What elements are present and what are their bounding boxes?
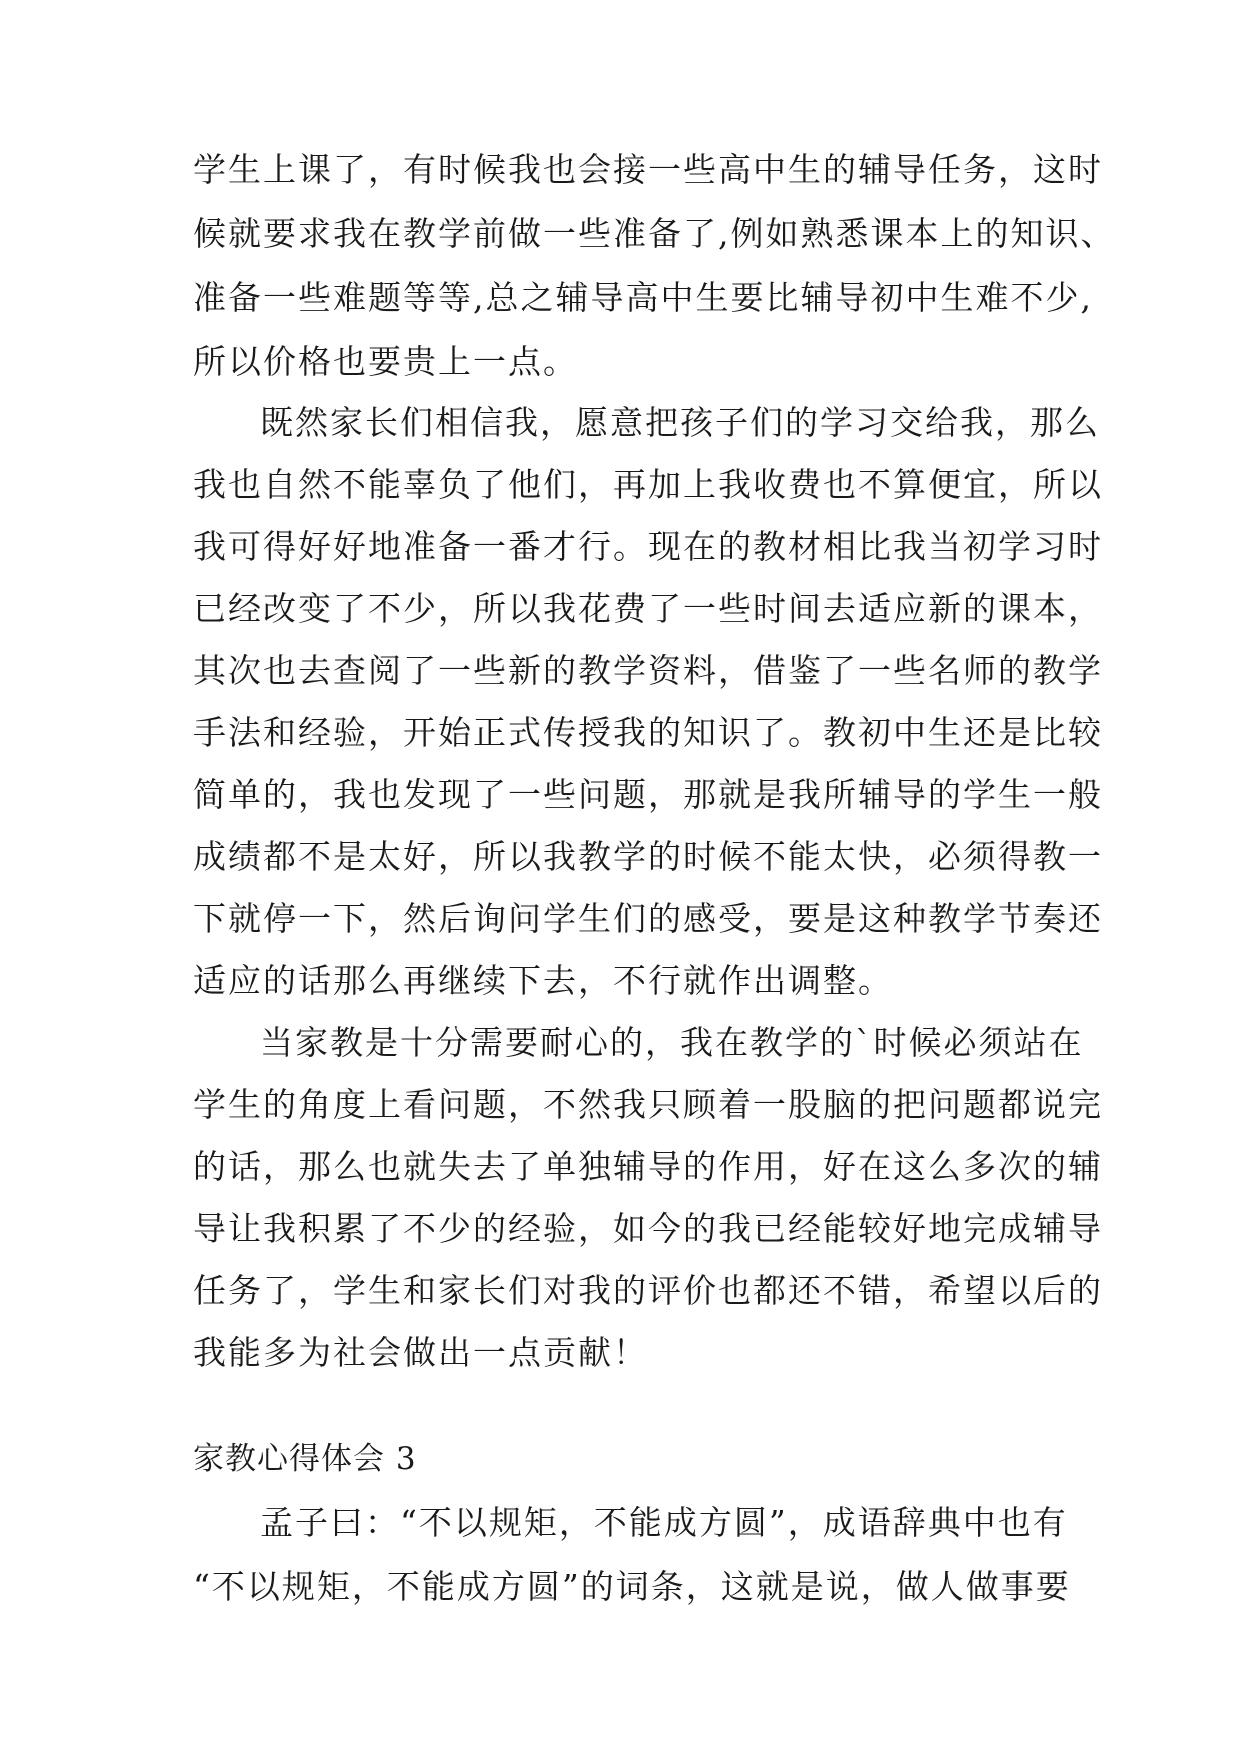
paragraph-line: 我也自然不能辜负了他们，再加上我收费也不算便宜，所以 <box>193 465 1103 504</box>
paragraph-line: 候就要求我在教学前做一些准备了,例如熟悉课本上的知识、 <box>193 214 1116 253</box>
paragraph-line: 准备一些难题等等,总之辅导高中生要比辅导初中生难不少, <box>193 278 1093 317</box>
paragraph-line: 简单的，我也发现了一些问题，那就是我所辅导的学生一般 <box>193 775 1103 814</box>
paragraph-line: 既然家长们相信我，愿意把孩子们的学习交给我，那么 <box>260 403 1100 442</box>
paragraph-line: 学生上课了，有时候我也会接一些高中生的辅导任务，这时 <box>193 150 1103 189</box>
section-heading: 家教心得体会 3 <box>193 1441 417 1477</box>
paragraph-line: 手法和经验，开始正式传授我的知识了。教初中生还是比较 <box>193 713 1103 752</box>
paragraph-line: 已经改变了不少，所以我花费了一些时间去适应新的课本， <box>193 589 1103 628</box>
paragraph-line: 任务了，学生和家长们对我的评价也都还不错，希望以后的 <box>193 1271 1103 1310</box>
paragraph-line: “不以规矩，不能成方圆”的词条，这就是说，做人做事要 <box>193 1567 1071 1606</box>
paragraph-line: 孟子曰：“不以规矩，不能成方圆”，成语辞典中也有 <box>260 1503 1068 1542</box>
paragraph-line: 所以价格也要贵上一点。 <box>193 342 578 381</box>
paragraph-line: 当家教是十分需要耐心的，我在教学的`时候必须站在 <box>260 1023 1084 1062</box>
paragraph-line: 我能多为社会做出一点贡献！ <box>193 1333 648 1372</box>
paragraph-line: 学生的角度上看问题，不然我只顾着一股脑的把问题都说完 <box>193 1085 1103 1124</box>
paragraph-line: 适应的话那么再继续下去，不行就作出调整。 <box>193 961 893 1000</box>
paragraph-line: 下就停一下，然后询问学生们的感受，要是这种教学节奏还 <box>193 899 1103 938</box>
paragraph-line: 我可得好好地准备一番才行。现在的教材相比我当初学习时 <box>193 527 1103 566</box>
paragraph-line: 其次也去查阅了一些新的教学资料，借鉴了一些名师的教学 <box>193 651 1103 690</box>
paragraph-line: 成绩都不是太好，所以我教学的时候不能太快，必须得教一 <box>193 837 1103 876</box>
paragraph-line: 导让我积累了不少的经验，如今的我已经能较好地完成辅导 <box>193 1209 1103 1248</box>
paragraph-line: 的话，那么也就失去了单独辅导的作用，好在这么多次的辅 <box>193 1147 1103 1186</box>
